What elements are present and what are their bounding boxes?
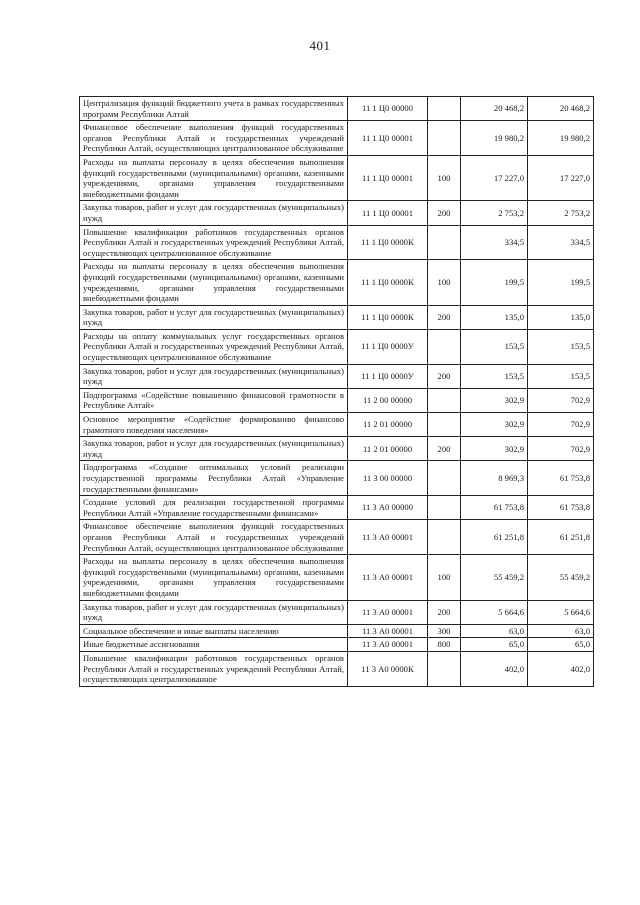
row-code-cell: 11 1 Ц0 0000К: [348, 225, 428, 260]
table-row: [80, 260, 594, 305]
row-name-cell: Финансовое обеспечение выполнения функций государственных органов Республики Алтай и государственных учреждений Республики Алтай, осуществляющих централизованное обслуживание: [80, 121, 348, 156]
row-code-cell: 11 3 А0 00000: [348, 496, 428, 520]
table-row: [80, 461, 594, 496]
row-expense-type-cell: 200: [428, 305, 461, 329]
row-code-cell: 11 3 00 00000: [348, 461, 428, 496]
row-code-cell: 11 3 А0 00001: [348, 600, 428, 624]
row-expense-type-cell: 100: [428, 260, 461, 305]
row-amount-year2-cell: 61 251,8: [528, 520, 594, 555]
row-amount-year2-cell: 63,0: [528, 624, 594, 638]
row-code-cell: 11 3 А0 00001: [348, 520, 428, 555]
row-expense-type-cell: [428, 651, 461, 686]
row-amount-year1-cell: 199,5: [461, 260, 528, 305]
row-amount-year1-cell: 5 664,6: [461, 600, 528, 624]
row-code-cell: 11 3 А0 00001: [348, 555, 428, 600]
row-name-cell: Создание условий для реализации государственной программы Республики Алтай «Управление государственными финансами»: [80, 496, 348, 520]
row-name-cell: Иные бюджетные ассигнования: [80, 638, 348, 652]
row-code-cell: 11 1 Ц0 00001: [348, 201, 428, 225]
row-name-cell: Основное мероприятие «Содействие формированию финансово грамотного поведения населения»: [80, 413, 348, 437]
table-row: [80, 555, 594, 600]
table-row: [80, 225, 594, 260]
row-name-cell: Централизация функций бюджетного учета в рамках государственных программ Республики Алтай: [80, 97, 348, 121]
row-expense-type-cell: 200: [428, 437, 461, 461]
row-amount-year2-cell: 55 459,2: [528, 555, 594, 600]
row-amount-year1-cell: 17 227,0: [461, 155, 528, 200]
table-row: [80, 651, 594, 686]
row-name-cell: Закупка товаров, работ и услуг для государственных (муниципальных) нужд: [80, 437, 348, 461]
row-expense-type-cell: 100: [428, 155, 461, 200]
row-expense-type-cell: [428, 520, 461, 555]
row-code-cell: 11 1 Ц0 0000К: [348, 305, 428, 329]
row-code-cell: 11 3 А0 0000К: [348, 651, 428, 686]
row-amount-year1-cell: 63,0: [461, 624, 528, 638]
row-expense-type-cell: 300: [428, 624, 461, 638]
row-name-cell: Расходы на выплаты персоналу в целях обеспечения выполнения функций государственными (муниципальными) органами, казенными учреждениями, органами управления государственными внебюджетными фондами: [80, 555, 348, 600]
row-amount-year1-cell: 65,0: [461, 638, 528, 652]
row-expense-type-cell: [428, 388, 461, 412]
budget-table-body: [80, 97, 594, 687]
row-amount-year2-cell: 61 753,8: [528, 496, 594, 520]
row-amount-year2-cell: 702,9: [528, 413, 594, 437]
table-row: [80, 638, 594, 652]
row-code-cell: 11 1 Ц0 00000: [348, 97, 428, 121]
row-amount-year2-cell: 702,9: [528, 388, 594, 412]
row-amount-year1-cell: 61 251,8: [461, 520, 528, 555]
row-expense-type-cell: [428, 225, 461, 260]
row-amount-year2-cell: 20 468,2: [528, 97, 594, 121]
row-name-cell: Финансовое обеспечение выполнения функций государственных органов Республики Алтай и государственных учреждений Республики Алтай, осуществляющих централизованное обслуживание: [80, 520, 348, 555]
row-amount-year2-cell: 402,0: [528, 651, 594, 686]
row-amount-year1-cell: 55 459,2: [461, 555, 528, 600]
row-expense-type-cell: 200: [428, 201, 461, 225]
row-amount-year2-cell: 702,9: [528, 437, 594, 461]
row-amount-year1-cell: 334,5: [461, 225, 528, 260]
table-row: [80, 364, 594, 388]
row-amount-year2-cell: 199,5: [528, 260, 594, 305]
row-expense-type-cell: [428, 413, 461, 437]
table-row: [80, 413, 594, 437]
page-number: 401: [309, 38, 331, 53]
row-name-cell: Повышение квалификации работников государственных органов Республики Алтай и государственных учреждений Республики Алтай, осуществляющих централизованное: [80, 651, 348, 686]
row-name-cell: Расходы на выплаты персоналу в целях обеспечения выполнения функций государственными (муниципальными) органами, казенными учреждениями, органами управления государственными внебюджетными фондами: [80, 155, 348, 200]
row-code-cell: 11 1 Ц0 0000У: [348, 364, 428, 388]
row-name-cell: Социальное обеспечение и иные выплаты населению: [80, 624, 348, 638]
row-expense-type-cell: 800: [428, 638, 461, 652]
row-name-cell: Расходы на оплату коммунальных услуг государственных органов Республики Алтай и государственных учреждений Республики Алтай, осуществляющих централизованное обслуживание: [80, 329, 348, 364]
row-name-cell: Расходы на выплаты персоналу в целях обеспечения выполнения функций государственными (муниципальными) органами, казенными учреждениями, органами управления государственными внебюджетными фондами: [80, 260, 348, 305]
row-amount-year1-cell: 8 969,3: [461, 461, 528, 496]
table-row: [80, 329, 594, 364]
row-name-cell: Закупка товаров, работ и услуг для государственных (муниципальных) нужд: [80, 305, 348, 329]
budget-table: [79, 96, 594, 687]
row-code-cell: 11 3 А0 00001: [348, 624, 428, 638]
row-code-cell: 11 1 Ц0 0000К: [348, 260, 428, 305]
row-amount-year2-cell: 5 664,6: [528, 600, 594, 624]
table-row: [80, 388, 594, 412]
row-amount-year2-cell: 153,5: [528, 364, 594, 388]
row-code-cell: 11 2 00 00000: [348, 388, 428, 412]
row-amount-year2-cell: 17 227,0: [528, 155, 594, 200]
row-name-cell: Закупка товаров, работ и услуг для государственных (муниципальных) нужд: [80, 364, 348, 388]
row-amount-year2-cell: 2 753,2: [528, 201, 594, 225]
row-amount-year2-cell: 135,0: [528, 305, 594, 329]
row-code-cell: 11 3 А0 00001: [348, 638, 428, 652]
row-amount-year1-cell: 302,9: [461, 413, 528, 437]
row-amount-year1-cell: 153,5: [461, 329, 528, 364]
row-amount-year2-cell: 19 980,2: [528, 121, 594, 156]
row-expense-type-cell: [428, 121, 461, 156]
row-amount-year2-cell: 153,5: [528, 329, 594, 364]
row-expense-type-cell: [428, 496, 461, 520]
table-row: [80, 155, 594, 200]
row-amount-year1-cell: 135,0: [461, 305, 528, 329]
row-amount-year1-cell: 402,0: [461, 651, 528, 686]
row-name-cell: Подпрограмма «Содействие повышению финансовой грамотности в Республике Алтай»: [80, 388, 348, 412]
row-expense-type-cell: 100: [428, 555, 461, 600]
row-amount-year2-cell: 65,0: [528, 638, 594, 652]
row-amount-year1-cell: 153,5: [461, 364, 528, 388]
row-amount-year2-cell: 334,5: [528, 225, 594, 260]
row-name-cell: Повышение квалификации работников государственных органов Республики Алтай и государственных учреждений Республики Алтай, осуществляющих централизованное обслуживание: [80, 225, 348, 260]
row-name-cell: Закупка товаров, работ и услуг для государственных (муниципальных) нужд: [80, 201, 348, 225]
row-amount-year1-cell: 302,9: [461, 388, 528, 412]
row-expense-type-cell: [428, 97, 461, 121]
row-name-cell: Закупка товаров, работ и услуг для государственных (муниципальных) нужд: [80, 600, 348, 624]
row-code-cell: 11 1 Ц0 0000У: [348, 329, 428, 364]
table-row: [80, 201, 594, 225]
row-code-cell: 11 1 Ц0 00001: [348, 121, 428, 156]
row-code-cell: 11 1 Ц0 00001: [348, 155, 428, 200]
row-amount-year1-cell: 61 753,8: [461, 496, 528, 520]
row-expense-type-cell: 200: [428, 364, 461, 388]
table-row: [80, 624, 594, 638]
table-row: [80, 437, 594, 461]
row-expense-type-cell: 200: [428, 600, 461, 624]
table-row: [80, 97, 594, 121]
row-code-cell: 11 2 01 00000: [348, 437, 428, 461]
row-amount-year1-cell: 2 753,2: [461, 201, 528, 225]
row-amount-year1-cell: 20 468,2: [461, 97, 528, 121]
table-row: [80, 600, 594, 624]
row-amount-year1-cell: 19 980,2: [461, 121, 528, 156]
row-expense-type-cell: [428, 461, 461, 496]
row-amount-year1-cell: 302,9: [461, 437, 528, 461]
row-code-cell: 11 2 01 00000: [348, 413, 428, 437]
row-expense-type-cell: [428, 329, 461, 364]
row-amount-year2-cell: 61 753,8: [528, 461, 594, 496]
table-row: [80, 496, 594, 520]
table-row: [80, 520, 594, 555]
table-row: [80, 305, 594, 329]
row-name-cell: Подпрограмма «Создание оптимальных условий реализации государственной программы Республики Алтай «Управление государственными финансами»: [80, 461, 348, 496]
table-row: [80, 121, 594, 156]
